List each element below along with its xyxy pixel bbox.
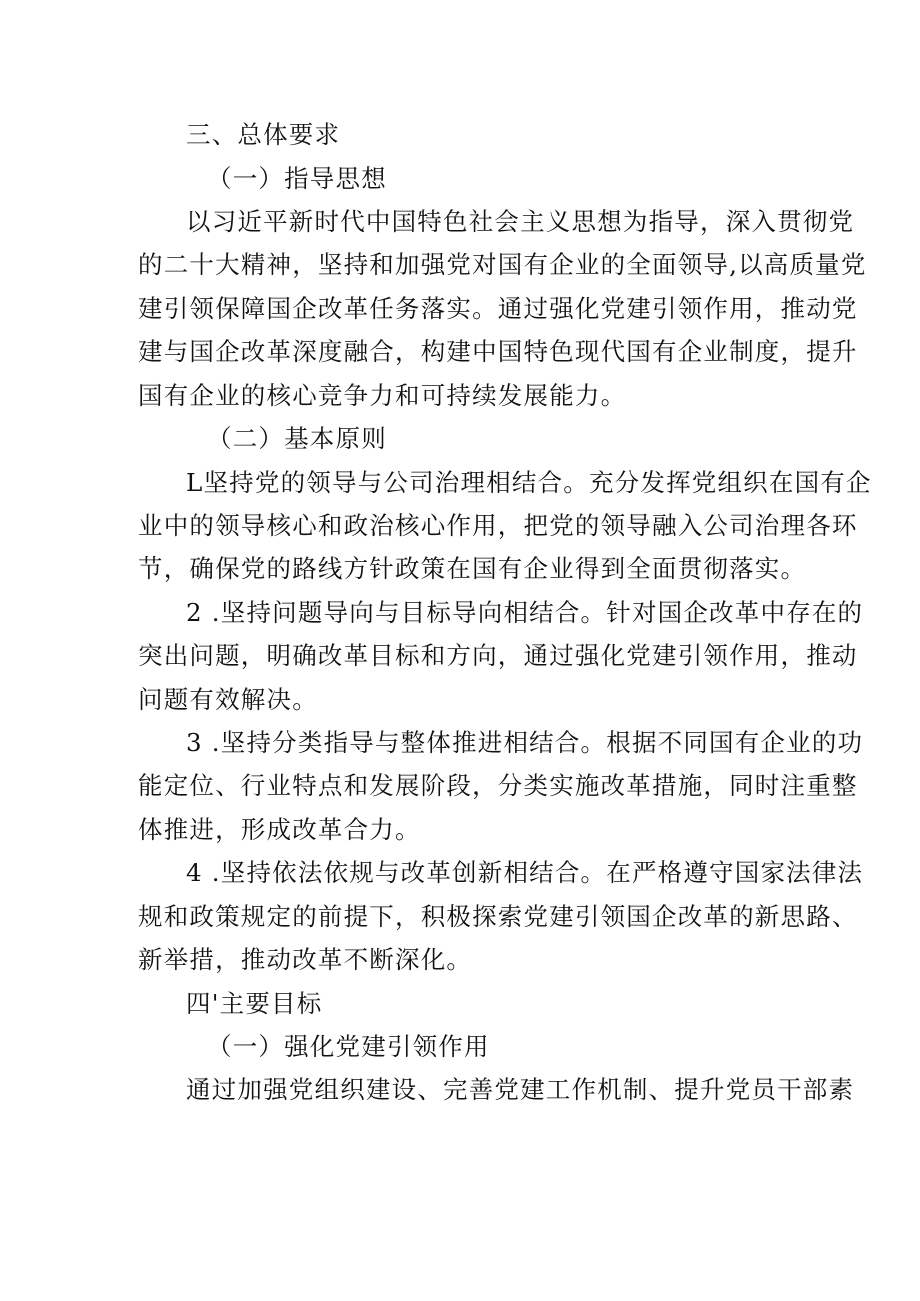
subsection-1-heading: （一）强化党建引领作用 (207, 1032, 490, 1061)
paragraph-line: 2 .坚持问题导向与目标导向相结合。针对国企改革中存在的 (186, 598, 864, 627)
paragraph-line: 3 .坚持分类指导与整体推进相结合。根据不同国有企业的功 (186, 728, 864, 757)
paragraph-line: L坚持党的领导与公司治理相结合。充分发挥党组织在国有企 (186, 468, 872, 497)
paragraph-line: 规和政策规定的前提下，积极探索党建引领国企改革的新思路、 (138, 902, 858, 931)
section-4-heading: 四'主要目标 (186, 989, 323, 1018)
paragraph-line: 的二十大精神，坚持和加强党对国有企业的全面领导,以高质量党 (138, 250, 867, 279)
paragraph-line: 业中的领导核心和政治核心作用，把党的领导融入公司治理各环 (138, 511, 858, 540)
paragraph-line: 问题有效解决。 (138, 685, 318, 714)
paragraph-line: 建引领保障国企改革任务落实。通过强化党建引领作用，推动党 (138, 294, 858, 323)
paragraph-line: 新举措，推动改革不断深化。 (138, 945, 473, 974)
section-3-heading: 三、总体要求 (186, 120, 341, 149)
paragraph-line: 国有企业的核心竞争力和可持续发展能力。 (138, 381, 627, 410)
paragraph-line: 建与国企改革深度融合，构建中国特色现代国有企业制度，提升 (138, 337, 858, 366)
paragraph-line: 节，确保党的路线方针政策在国有企业得到全面贯彻落实。 (138, 554, 807, 583)
paragraph-line: 突出问题，明确改革目标和方向，通过强化党建引领作用，推动 (138, 641, 858, 670)
paragraph-line: 体推进，形成改革合力。 (138, 815, 421, 844)
subsection-1-heading: （一）指导思想 (207, 164, 387, 193)
paragraph-line: 以习近平新时代中国特色社会主义思想为指导，深入贯彻党 (186, 207, 855, 236)
paragraph-line: 通过加强党组织建设、完善党建工作机制、提升党员干部素 (186, 1075, 855, 1104)
subsection-2-heading: （二）基本原则 (207, 424, 387, 453)
paragraph-line: 4 .坚持依法依规与改革创新相结合。在严格遵守国家法律法 (186, 858, 864, 887)
paragraph-line: 能定位、行业特点和发展阶段，分类实施改革措施，同时注重整 (138, 771, 858, 800)
